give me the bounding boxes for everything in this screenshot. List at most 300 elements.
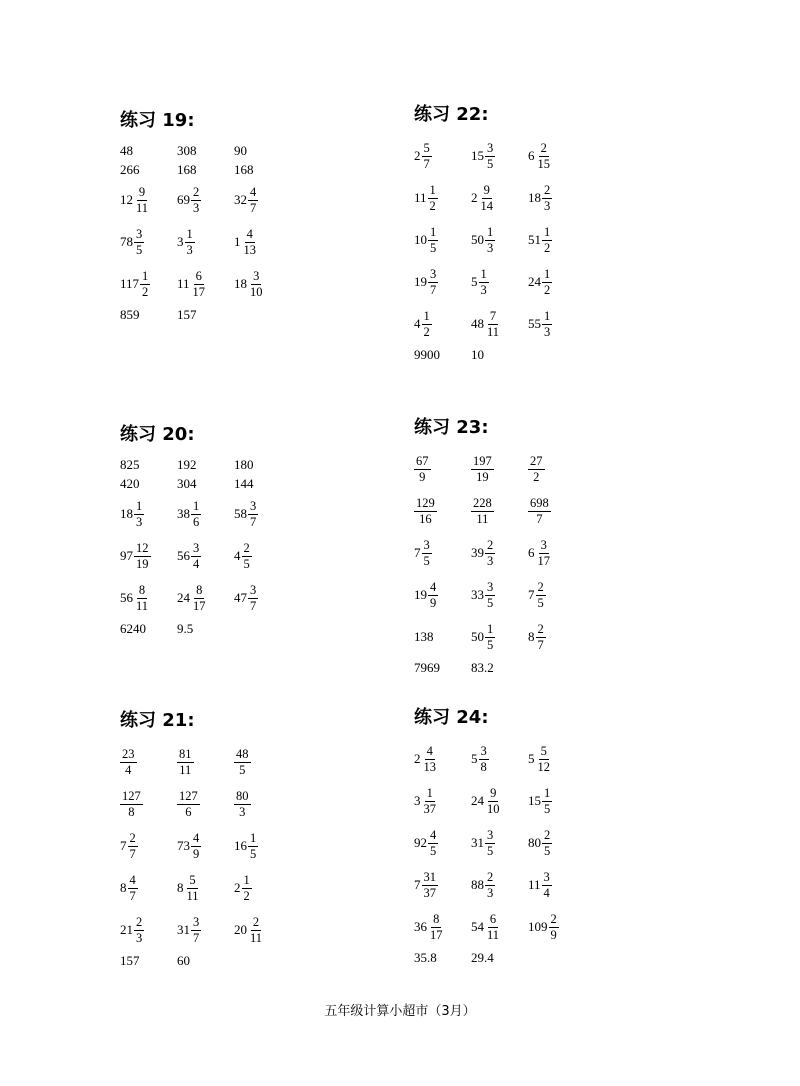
fraction <box>479 183 496 214</box>
denominator: 37 <box>423 801 436 816</box>
numerator: 3 <box>540 537 547 552</box>
fraction <box>134 583 150 614</box>
answer-value: 168 <box>177 161 197 177</box>
numerator: 4 <box>250 184 257 199</box>
denominator: 19 <box>136 556 149 571</box>
exercise-22 <box>414 101 684 364</box>
denominator: 5 <box>430 843 437 858</box>
whole-number: 18 <box>120 506 133 521</box>
exercise-21 <box>120 707 390 970</box>
answer-cell <box>471 347 528 363</box>
numerator: 27 <box>530 453 543 468</box>
denominator: 17 <box>537 553 550 568</box>
whole-number: 5 <box>528 751 535 766</box>
answer-cell <box>234 747 291 778</box>
answer-row <box>120 141 390 160</box>
whole-number: 7 <box>414 545 421 560</box>
fraction <box>422 786 439 817</box>
fraction <box>479 744 489 775</box>
fraction <box>414 496 437 527</box>
whole-number: 24 <box>471 793 484 808</box>
fraction <box>536 744 553 775</box>
denominator: 2 <box>544 282 551 297</box>
fraction <box>191 915 201 946</box>
numerator: 3 <box>487 140 494 155</box>
fraction <box>177 789 200 820</box>
whole-number: 50 <box>471 232 484 247</box>
denominator: 8 <box>128 804 135 819</box>
answer-cell <box>414 870 471 901</box>
whole-number: 117 <box>120 276 140 291</box>
numerator: 3 <box>253 268 260 283</box>
numerator: 1 <box>250 830 257 845</box>
whole-number: 54 <box>471 919 484 934</box>
answer-cell <box>414 660 471 676</box>
whole-number: 20 <box>234 922 247 937</box>
fraction <box>528 496 551 527</box>
denominator: 9 <box>193 846 200 861</box>
answer-cell <box>120 747 177 778</box>
numerator: 4 <box>430 827 437 842</box>
answer-cell <box>414 580 471 611</box>
whole-number: 78 <box>120 234 133 249</box>
whole-number: 19 <box>414 587 427 602</box>
answer-value: 6240 <box>120 620 146 636</box>
answer-cell <box>177 143 234 159</box>
answer-row <box>414 345 684 364</box>
answer-row <box>414 574 684 616</box>
numerator: 1 <box>480 266 487 281</box>
whole-number: 18 <box>528 190 541 205</box>
denominator: 7 <box>423 156 430 171</box>
numerator: 2 <box>129 830 136 845</box>
answer-value: 168 <box>234 161 254 177</box>
fraction <box>128 831 138 862</box>
numerator: 197 <box>473 453 492 468</box>
answer-cell <box>234 499 291 530</box>
denominator: 5 <box>487 595 494 610</box>
answer-row <box>414 864 684 906</box>
fraction <box>428 267 438 298</box>
numerator: 3 <box>250 498 257 513</box>
answer-row <box>414 490 684 532</box>
denominator: 5 <box>537 595 544 610</box>
numerator: 3 <box>487 827 494 842</box>
exercise-title: 练习 22: <box>414 104 489 125</box>
answer-row <box>120 783 390 825</box>
denominator: 7 <box>536 511 543 526</box>
denominator: 11 <box>487 324 500 339</box>
exercise-title: 练习 19: <box>120 110 195 131</box>
denominator: 5 <box>544 801 551 816</box>
fraction <box>120 747 137 778</box>
answer-cell <box>120 162 177 178</box>
fraction <box>414 454 431 485</box>
fraction <box>428 828 438 859</box>
numerator: 2 <box>537 621 544 636</box>
answer-cell <box>528 786 585 817</box>
answer-cell <box>414 629 471 645</box>
numerator: 2 <box>136 914 143 929</box>
answer-cell <box>177 457 234 473</box>
fraction <box>485 786 502 817</box>
fraction <box>485 225 495 256</box>
denominator: 3 <box>544 198 551 213</box>
whole-number: 56 <box>120 590 133 605</box>
numerator: 6 <box>489 911 497 926</box>
fraction <box>542 786 552 817</box>
answer-row <box>414 906 684 948</box>
whole-number: 55 <box>528 316 541 331</box>
numerator: 2 <box>544 827 551 842</box>
whole-number: 24 <box>177 590 190 605</box>
denominator: 13 <box>423 759 436 774</box>
numerator: 3 <box>193 540 200 555</box>
answer-value: 83.2 <box>471 659 494 675</box>
fraction <box>185 873 201 904</box>
numerator: 8 <box>433 911 440 926</box>
numerator: 1 <box>136 498 143 513</box>
whole-number: 50 <box>471 629 484 644</box>
fraction <box>428 183 438 214</box>
fraction <box>134 915 144 946</box>
fraction <box>542 267 552 298</box>
answer-value: 825 <box>120 456 140 472</box>
denominator: 5 <box>430 240 437 255</box>
answer-cell <box>120 307 177 323</box>
denominator: 5 <box>423 553 430 568</box>
numerator: 3 <box>430 266 437 281</box>
denominator: 7 <box>250 200 257 215</box>
whole-number: 7 <box>528 587 535 602</box>
fraction <box>422 309 432 340</box>
whole-number: 16 <box>234 838 247 853</box>
answer-value: 35.8 <box>414 949 437 965</box>
fraction <box>191 541 201 572</box>
answer-cell <box>120 185 177 216</box>
whole-number: 18 <box>234 276 247 291</box>
numerator: 8 <box>196 582 203 597</box>
answer-cell <box>177 831 234 862</box>
numerator: 9 <box>138 184 146 199</box>
answer-cell <box>414 786 471 817</box>
answer-cell <box>120 789 177 820</box>
fraction <box>422 870 439 901</box>
answer-cell <box>528 870 585 901</box>
numerator: 9 <box>483 182 490 197</box>
fraction <box>242 873 252 904</box>
answer-row <box>414 135 684 177</box>
answer-cell <box>528 141 585 172</box>
answer-row <box>120 825 390 867</box>
denominator: 7 <box>537 637 544 652</box>
numerator: 23 <box>122 746 135 761</box>
numerator: 8 <box>138 582 146 597</box>
answer-row <box>414 177 684 219</box>
denominator: 13 <box>243 242 256 257</box>
answer-cell <box>120 269 177 300</box>
denominator: 17 <box>193 598 206 613</box>
denominator: 7 <box>193 930 200 945</box>
answer-cell <box>177 873 234 904</box>
denominator: 7 <box>250 598 257 613</box>
fraction <box>485 538 495 569</box>
whole-number: 8 <box>120 880 127 895</box>
denominator: 5 <box>487 637 494 652</box>
fraction <box>422 744 439 775</box>
answer-row <box>414 616 684 658</box>
denominator: 5 <box>239 762 246 777</box>
whole-number: 2 <box>234 880 241 895</box>
fraction <box>134 541 151 572</box>
answer-cell <box>234 915 291 946</box>
answer-cell <box>414 828 471 859</box>
answer-cell <box>234 185 291 216</box>
fraction <box>234 747 251 778</box>
fraction <box>248 831 258 862</box>
answer-cell <box>471 660 528 676</box>
denominator: 9 <box>430 595 437 610</box>
answer-value: 859 <box>120 306 140 322</box>
answer-cell <box>471 622 528 653</box>
whole-number: 8 <box>177 880 184 895</box>
denominator: 11 <box>136 598 149 613</box>
answer-cell <box>414 141 471 172</box>
answer-cell <box>120 143 177 159</box>
whole-number: 31 <box>471 835 484 850</box>
whole-number: 51 <box>528 232 541 247</box>
answer-row <box>414 261 684 303</box>
answer-cell <box>528 183 585 214</box>
answer-row <box>120 951 390 970</box>
numerator: 1 <box>544 266 551 281</box>
answer-cell <box>471 309 528 340</box>
denominator: 4 <box>125 762 132 777</box>
fraction <box>248 915 264 946</box>
whole-number: 3 <box>414 793 421 808</box>
numerator: 1 <box>544 308 551 323</box>
denominator: 19 <box>476 469 489 484</box>
answer-cell <box>528 828 585 859</box>
answer-cell <box>528 580 585 611</box>
fraction <box>542 870 552 901</box>
answer-cell <box>528 744 585 775</box>
fraction <box>485 580 495 611</box>
whole-number: 15 <box>471 148 484 163</box>
denominator: 3 <box>487 240 494 255</box>
numerator: 5 <box>540 743 547 758</box>
answer-value: 48 <box>120 142 133 158</box>
answer-cell <box>177 499 234 530</box>
numerator: 127 <box>122 788 141 803</box>
answer-cell <box>120 541 177 572</box>
denominator: 3 <box>480 282 487 297</box>
answer-cell <box>471 912 528 943</box>
numerator: 31 <box>423 869 436 884</box>
answer-cell <box>120 831 177 862</box>
answer-cell <box>234 583 291 614</box>
fraction <box>248 583 258 614</box>
numerator: 2 <box>252 914 260 929</box>
fraction <box>242 541 252 572</box>
answer-row <box>120 535 390 577</box>
answer-cell <box>234 873 291 904</box>
numerator: 3 <box>193 914 200 929</box>
answer-cell <box>120 457 177 473</box>
whole-number: 38 <box>177 506 190 521</box>
numerator: 4 <box>129 872 136 887</box>
whole-number: 97 <box>120 548 133 563</box>
denominator: 7 <box>129 846 136 861</box>
answer-cell <box>414 183 471 214</box>
numerator: 1 <box>193 498 200 513</box>
fraction <box>549 912 559 943</box>
exercise-title: 练习 23: <box>414 417 489 438</box>
answer-value: 9.5 <box>177 620 194 636</box>
denominator: 2 <box>142 284 149 299</box>
answer-cell <box>471 141 528 172</box>
whole-number: 6 <box>528 545 535 560</box>
whole-number: 5 <box>471 751 478 766</box>
whole-number: 80 <box>528 835 541 850</box>
numerator: 4 <box>193 830 200 845</box>
whole-number: 3 <box>177 234 184 249</box>
numerator: 1 <box>544 224 551 239</box>
denominator: 10 <box>487 801 500 816</box>
fraction <box>422 141 432 172</box>
numerator: 1 <box>426 785 433 800</box>
answer-cell <box>528 225 585 256</box>
answer-cell <box>234 541 291 572</box>
answer-value: 157 <box>177 306 197 322</box>
numerator: 1 <box>243 872 250 887</box>
answer-cell <box>177 476 234 492</box>
answer-value: 180 <box>234 456 254 472</box>
answer-cell <box>471 225 528 256</box>
answer-cell <box>414 309 471 340</box>
whole-number: 56 <box>177 548 190 563</box>
fraction <box>428 580 438 611</box>
denominator: 3 <box>193 200 200 215</box>
denominator: 3 <box>186 242 193 257</box>
answer-cell <box>177 185 234 216</box>
answer-cell <box>414 744 471 775</box>
answer-value: 157 <box>120 952 140 968</box>
denominator: 17 <box>430 927 443 942</box>
answer-cell <box>177 227 234 258</box>
whole-number: 47 <box>234 590 247 605</box>
denominator: 15 <box>537 156 550 171</box>
answer-cell <box>234 227 291 258</box>
whole-number: 73 <box>177 838 190 853</box>
fraction <box>485 912 501 943</box>
whole-number: 5 <box>471 274 478 289</box>
denominator: 3 <box>239 804 246 819</box>
answer-cell <box>177 789 234 820</box>
whole-number: 2 <box>414 751 421 766</box>
denominator: 3 <box>544 324 551 339</box>
denominator: 17 <box>192 284 206 299</box>
answer-value: 29.4 <box>471 949 494 965</box>
answer-value: 266 <box>120 161 140 177</box>
answer-cell <box>471 786 528 817</box>
answer-cell <box>177 541 234 572</box>
denominator: 16 <box>419 511 432 526</box>
whole-number: 24 <box>528 274 541 289</box>
numerator: 12 <box>136 540 149 555</box>
answer-row <box>120 455 390 474</box>
fraction <box>185 227 195 258</box>
exercise-23 <box>414 414 684 677</box>
answer-cell <box>120 621 177 637</box>
answer-cell <box>528 267 585 298</box>
exercise-20 <box>120 421 390 638</box>
numerator: 2 <box>487 869 494 884</box>
answer-value: 308 <box>177 142 197 158</box>
answer-cell <box>177 269 234 300</box>
fraction <box>536 622 546 653</box>
page-footer: 五年级计算小超市（3月） <box>324 1004 476 1019</box>
denominator: 11 <box>186 888 199 903</box>
fraction <box>134 185 150 216</box>
denominator: 4 <box>193 556 200 571</box>
numerator: 2 <box>540 140 547 155</box>
fraction <box>485 828 495 859</box>
answer-row <box>414 532 684 574</box>
denominator: 5 <box>544 843 551 858</box>
denominator: 5 <box>250 846 257 861</box>
denominator: 10 <box>250 284 263 299</box>
whole-number: 19 <box>414 274 427 289</box>
denominator: 2 <box>243 888 250 903</box>
whole-number: 2 <box>414 148 421 163</box>
fraction <box>234 789 251 820</box>
numerator: 5 <box>423 140 430 155</box>
answer-row <box>120 619 390 638</box>
numerator: 2 <box>550 911 557 926</box>
answer-cell <box>471 950 528 966</box>
answer-row <box>120 577 390 619</box>
exercise-19 <box>120 107 390 324</box>
answer-cell <box>234 789 291 820</box>
whole-number: 6 <box>528 148 535 163</box>
answer-cell <box>471 454 528 485</box>
exercise-title: 练习 20: <box>120 424 195 445</box>
denominator: 14 <box>480 198 493 213</box>
numerator: 698 <box>530 495 549 510</box>
numerator: 48 <box>236 746 249 761</box>
answer-value: 10 <box>471 346 484 362</box>
numerator: 1 <box>430 224 437 239</box>
answer-row <box>120 909 390 951</box>
fraction <box>536 580 546 611</box>
numerator: 9 <box>490 785 497 800</box>
denominator: 7 <box>430 282 437 297</box>
denominator: 11 <box>250 930 263 945</box>
exercise-title: 练习 21: <box>120 710 195 731</box>
answer-value: 192 <box>177 456 197 472</box>
numerator: 3 <box>480 743 487 758</box>
fraction <box>177 747 194 778</box>
fraction <box>542 183 552 214</box>
numerator: 2 <box>537 579 544 594</box>
denominator: 9 <box>550 927 557 942</box>
fraction <box>485 622 495 653</box>
denominator: 5 <box>136 242 143 257</box>
whole-number: 69 <box>177 192 190 207</box>
denominator: 7 <box>250 514 257 529</box>
numerator: 6 <box>195 268 202 283</box>
